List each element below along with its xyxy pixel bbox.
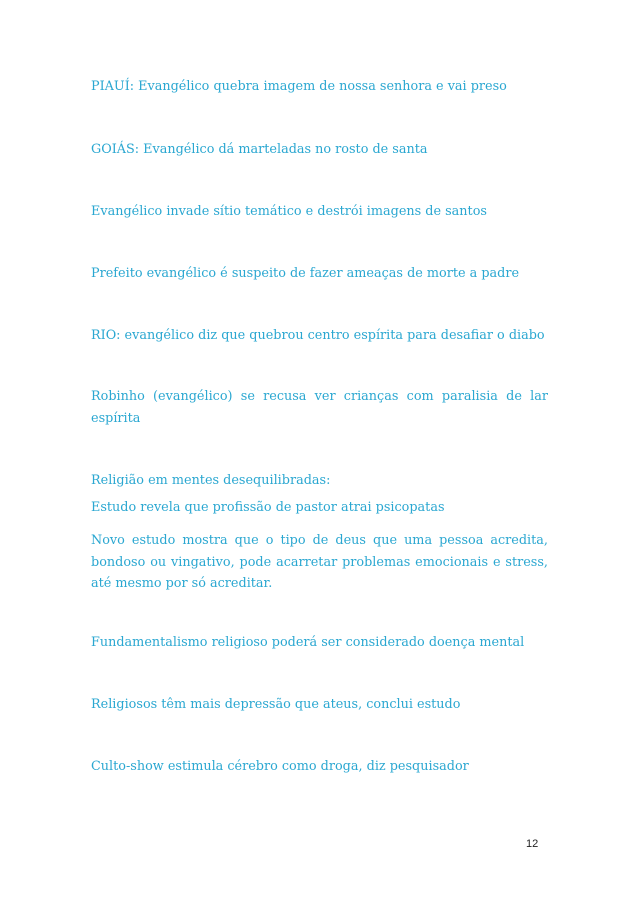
section-heading: Religião em mentes desequilibradas: (91, 473, 331, 488)
headline-sitio-tematico: Evangélico invade sítio temático e destrói imagens de santos (91, 204, 487, 219)
headline-goias: GOIÁS: Evangélico dá marteladas no rosto de santa (91, 142, 428, 157)
section-item-psicopatas: Estudo revela que profissão de pastor atrai psicopatas (91, 500, 445, 515)
page-number: 12 (526, 838, 539, 850)
closing-item-depressao: Religiosos têm mais depressão que ateus, conclui estudo (91, 697, 461, 712)
headline-piaui: PIAUÍ: Evangélico quebra imagem de nossa senhora e vai preso (91, 79, 507, 94)
closing-item-culto-show: Culto-show estimula cérebro como droga, diz pesquisador (91, 759, 469, 774)
headline-robinho: Robinho (evangélico) se recusa ver crianças com paralisia de lar espírita (91, 389, 548, 426)
headline-rio: RIO: evangélico diz que quebrou centro espírita para desafiar o diabo (91, 328, 545, 343)
closing-item-fundamentalismo: Fundamentalismo religioso poderá ser considerado doença mental (91, 635, 525, 650)
headline-prefeito: Prefeito evangélico é suspeito de fazer ameaças de morte a padre (91, 266, 520, 281)
section-item-novo-estudo: Novo estudo mostra que o tipo de deus que uma pessoa acredita, bondoso ou vingativo, pode acarretar problemas emocionais e stress, até mesmo por só acreditar. (91, 533, 548, 591)
